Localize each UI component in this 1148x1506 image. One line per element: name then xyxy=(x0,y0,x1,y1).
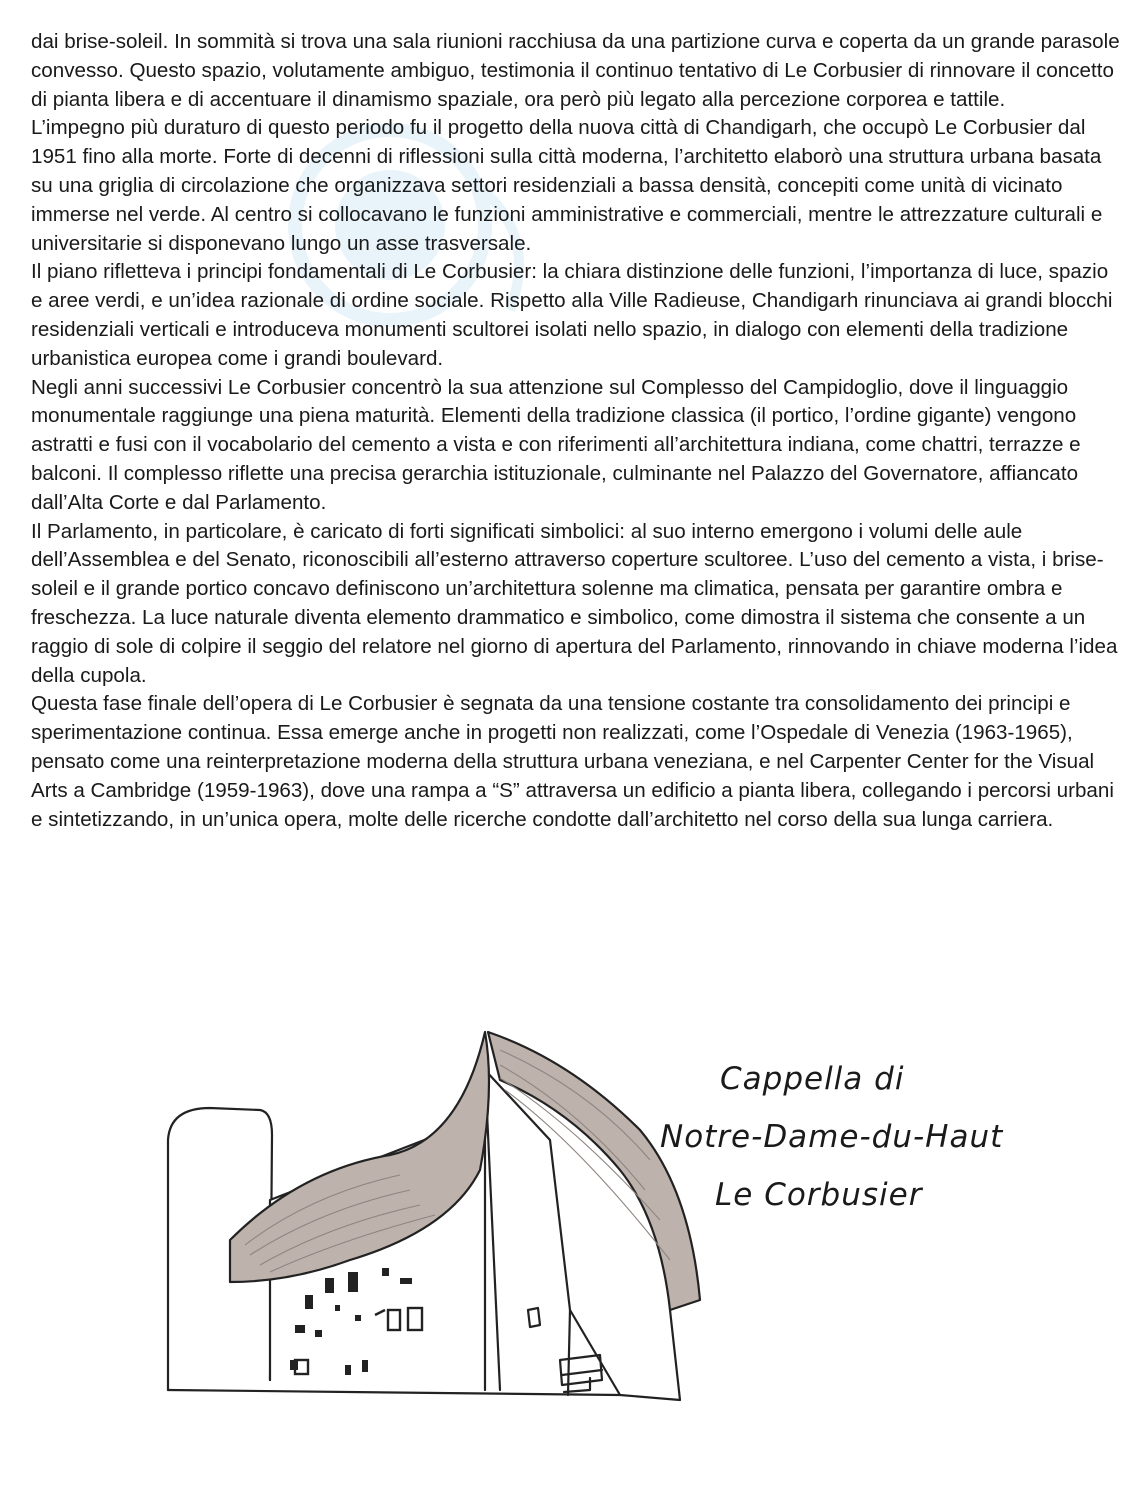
caption-line-1: Cappella di xyxy=(720,1061,905,1097)
paragraph-1: dai brise-soleil. In sommità si trova una sala riunioni racchiusa da una partizione curva e coperta da un grande parasole convesso. Questo spazio, volutamente ambiguo, testimonia il continuo tentativo di Le Corbusier di rinnovare il concetto di pianta libera e di accentuare il dinamismo spaziale, ora però più legato alla percezione corporea e tattile. xyxy=(31,30,1120,111)
paragraph-4: Negli anni successivi Le Corbusier concentrò la sua attenzione sul Complesso del Campidoglio, dove il linguaggio monumentale raggiunge una piena maturità. Elementi della tradizione classica (il portico, l’ordine gigante) vengono astratti e fusi con il vocabolario del cemento a vista e con riferimenti all’architettura indiana, come chattri, terrazze e balconi. Il complesso riflette una precisa gerarchia istituzionale, culminante nel Palazzo del Governatore, affiancato dall’Alta Corte e dal Parlamento. xyxy=(31,375,1081,514)
paragraph-2: L’impegno più duraturo di questo periodo fu il progetto della nuova città di Chandigarh, che occupò Le Corbusier dal 1951 fino alla morte. Forte di decenni di riflessioni sulla città moderna, l’architetto elaborò una struttura urbana basata su una griglia di circolazione che organizzava settori residenziali a bassa densità, concepiti come unità di vicinato immerse nel verde. Al centro si collocavano le funzioni amministrative e commerciali, mentre le attrezzature culturali e universitarie si disponevano lungo un asse trasversale. xyxy=(31,116,1103,255)
body-text xyxy=(31,28,1121,834)
paragraph-5: Il Parlamento, in particolare, è caricato di forti significati simbolici: al suo interno emergono i volumi delle aule dell’Assemblea e del Senato, riconoscibili all’esterno attraverso coperture scultoree. L’uso del cemento a vista, i brise-soleil e il grande portico concavo definiscono un’architettura solenne ma climatica, pensata per garantire ombra e freschezza. La luce naturale diventa elemento drammatico e simbolico, come dimostra il sistema che consente a un raggio di sole di colpire il seggio del relatore nel giorno di apertura del Parlamento, rinnovando in chiave moderna l’idea della cupola. xyxy=(31,519,1118,687)
illustration-caption xyxy=(660,1050,1004,1224)
paragraph-3: Il piano rifletteva i principi fondamentali di Le Corbusier: la chiara distinzione delle funzioni, l’importanza di luce, spazio e aree verdi, e un’idea razionale di ordine sociale. Rispetto alla Ville Radieuse, Chandigarh rinunciava ai grandi blocchi residenziali verticali e introduceva monumenti scultorei isolati nello spazio, in dialogo con elementi della tradizione urbanistica europea come i grandi boulevard. xyxy=(31,260,1113,370)
caption-line-2: Notre-Dame-du-Haut xyxy=(660,1119,1004,1155)
paragraph-6: Questa fase finale dell’opera di Le Corbusier è segnata da una tensione costante tra consolidamento dei principi e sperimentazione continua. Essa emerge anche in progetti non realizzati, come l’Ospedale di Venezia (1963-1965), pensato come una reinterpretazione moderna della struttura urbana veneziana, e nel Carpenter Center for the Visual Arts a Cambridge (1959-1963), dove una rampa a “S” attraversa un edificio a pianta libera, collegando i percorsi urbani e sintetizzando, in un’unica opera, molte delle ricerche condotte dall’architetto nel corso della sua lunga carriera. xyxy=(31,692,1114,831)
caption-line-3: Le Corbusier xyxy=(715,1177,923,1213)
